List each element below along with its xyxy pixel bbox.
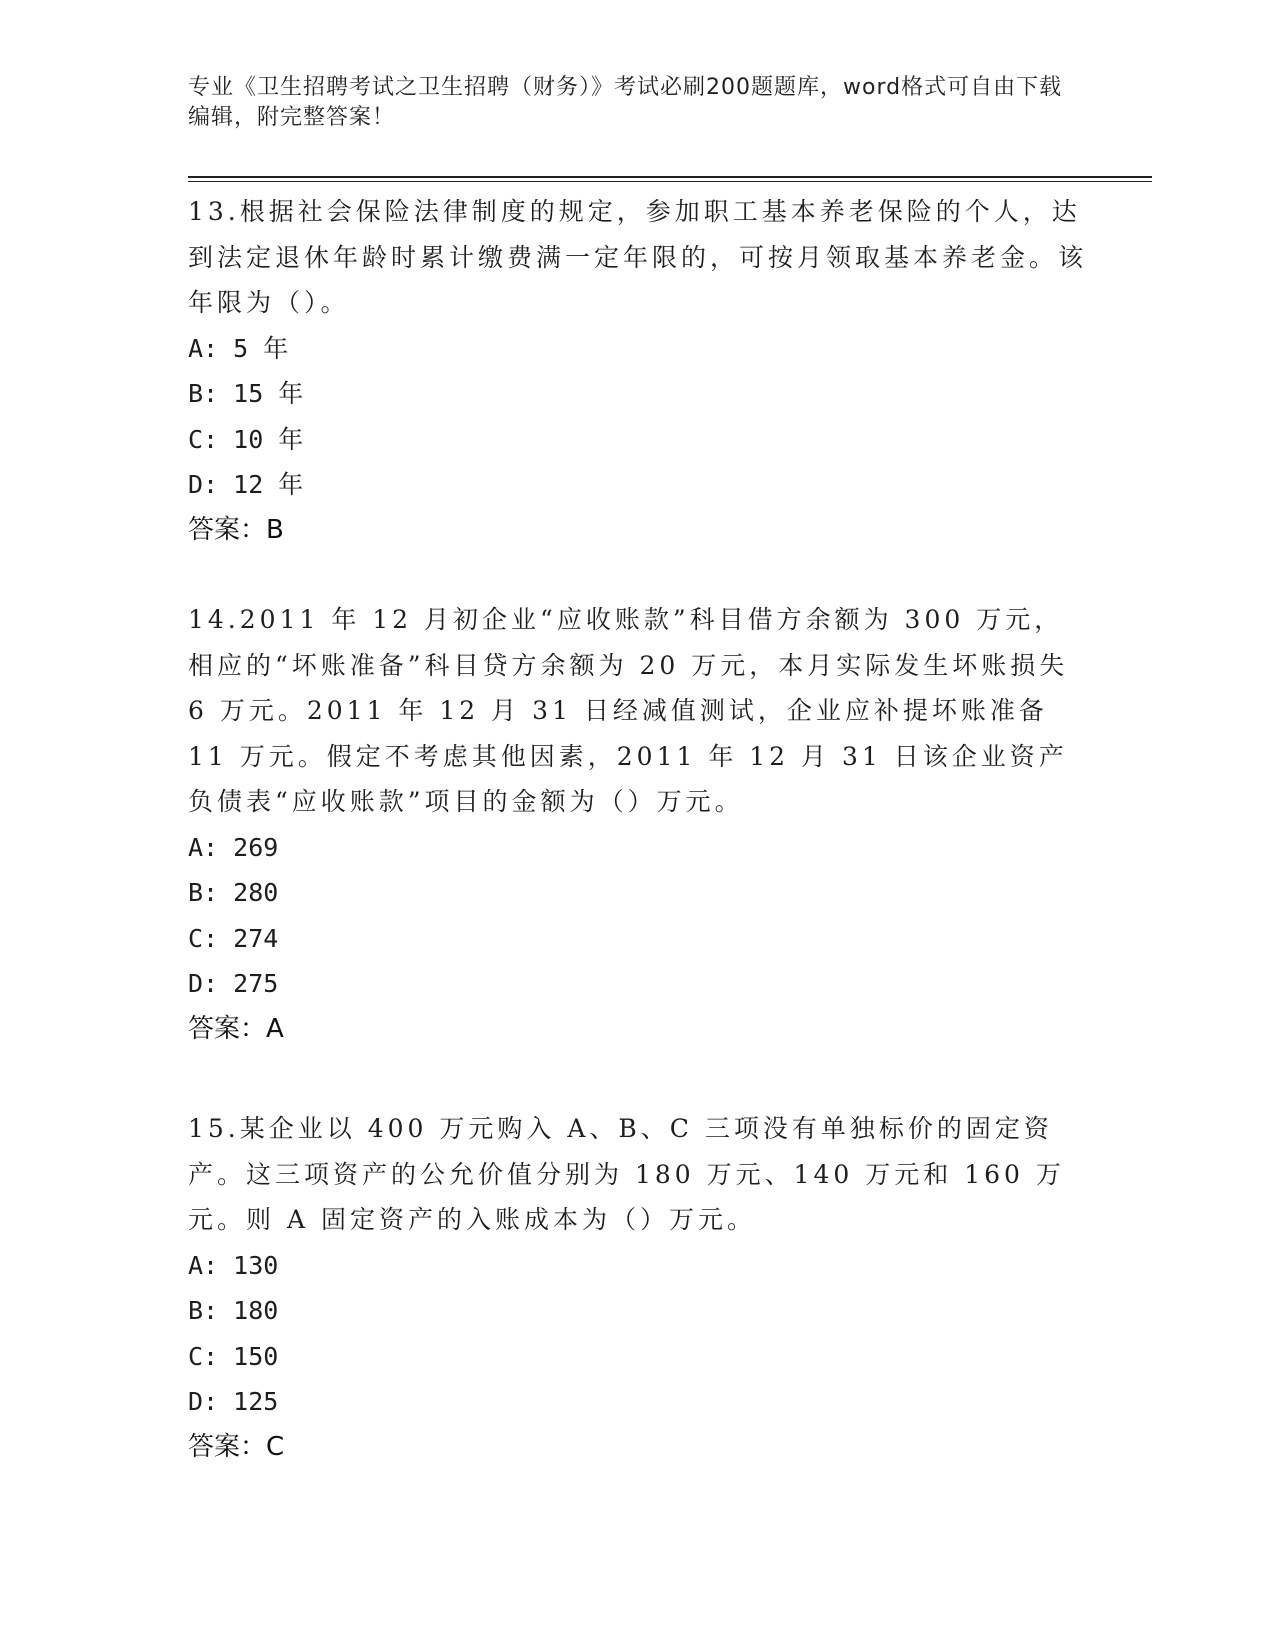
option-d: D: 275 xyxy=(188,969,279,998)
option-b: B: 280 xyxy=(188,878,279,907)
option-c: C: 10 年 xyxy=(188,424,304,454)
option-a: A: 269 xyxy=(188,832,279,862)
option-b: B: 180 xyxy=(188,1296,279,1325)
answer: 答案：B xyxy=(188,514,284,545)
option-c: C: 150 xyxy=(188,1341,279,1371)
answer: 答案：A xyxy=(188,1013,284,1044)
question-13 xyxy=(188,189,1088,553)
question-14 xyxy=(188,597,1088,1052)
question-text: 15.某企业以 400 万元购入 A、B、C 三项没有单独标价的固定资产。这三项资产的公允价值分别为 180 万元、140 万元和 160 万元。则 A 固定资产的入账成本为（）万元。 xyxy=(188,1114,1065,1234)
option-a: A: 130 xyxy=(188,1250,279,1280)
option-d: D: 125 xyxy=(188,1387,279,1416)
question-text: 14.2011 年 12 月初企业“应收账款”科目借方余额为 300 万元，相应的“坏账准备”科目贷方余额为 20 万元，本月实际发生坏账损失 6 万元。2011 年 12 月 31 日经减值测试，企业应补提坏账准备 11 万元。假定不考虑其他因素，2011 年 12 月 31 日该企业资产负债表“应收账款”项目的金额为（）万元。 xyxy=(188,605,1069,816)
document-header xyxy=(188,73,1068,133)
question-15 xyxy=(188,1106,1088,1470)
option-d: D: 12 年 xyxy=(188,470,304,499)
option-c: C: 274 xyxy=(188,923,279,953)
answer: 答案：C xyxy=(188,1431,285,1462)
header-text: 专业《卫生招聘考试之卫生招聘（财务）》考试必刷200题题库，word格式可自由下载编辑，附完整答案！ xyxy=(188,75,1063,130)
question-text: 13.根据社会保险法律制度的规定，参加职工基本养老保险的个人，达到法定退休年龄时累计缴费满一定年限的，可按月领取基本养老金。该年限为（）。 xyxy=(188,197,1088,317)
option-b: B: 15 年 xyxy=(188,379,304,408)
option-a: A: 5 年 xyxy=(188,333,289,363)
header-rule-thin xyxy=(188,181,1152,182)
header-rule-thick xyxy=(188,176,1152,178)
